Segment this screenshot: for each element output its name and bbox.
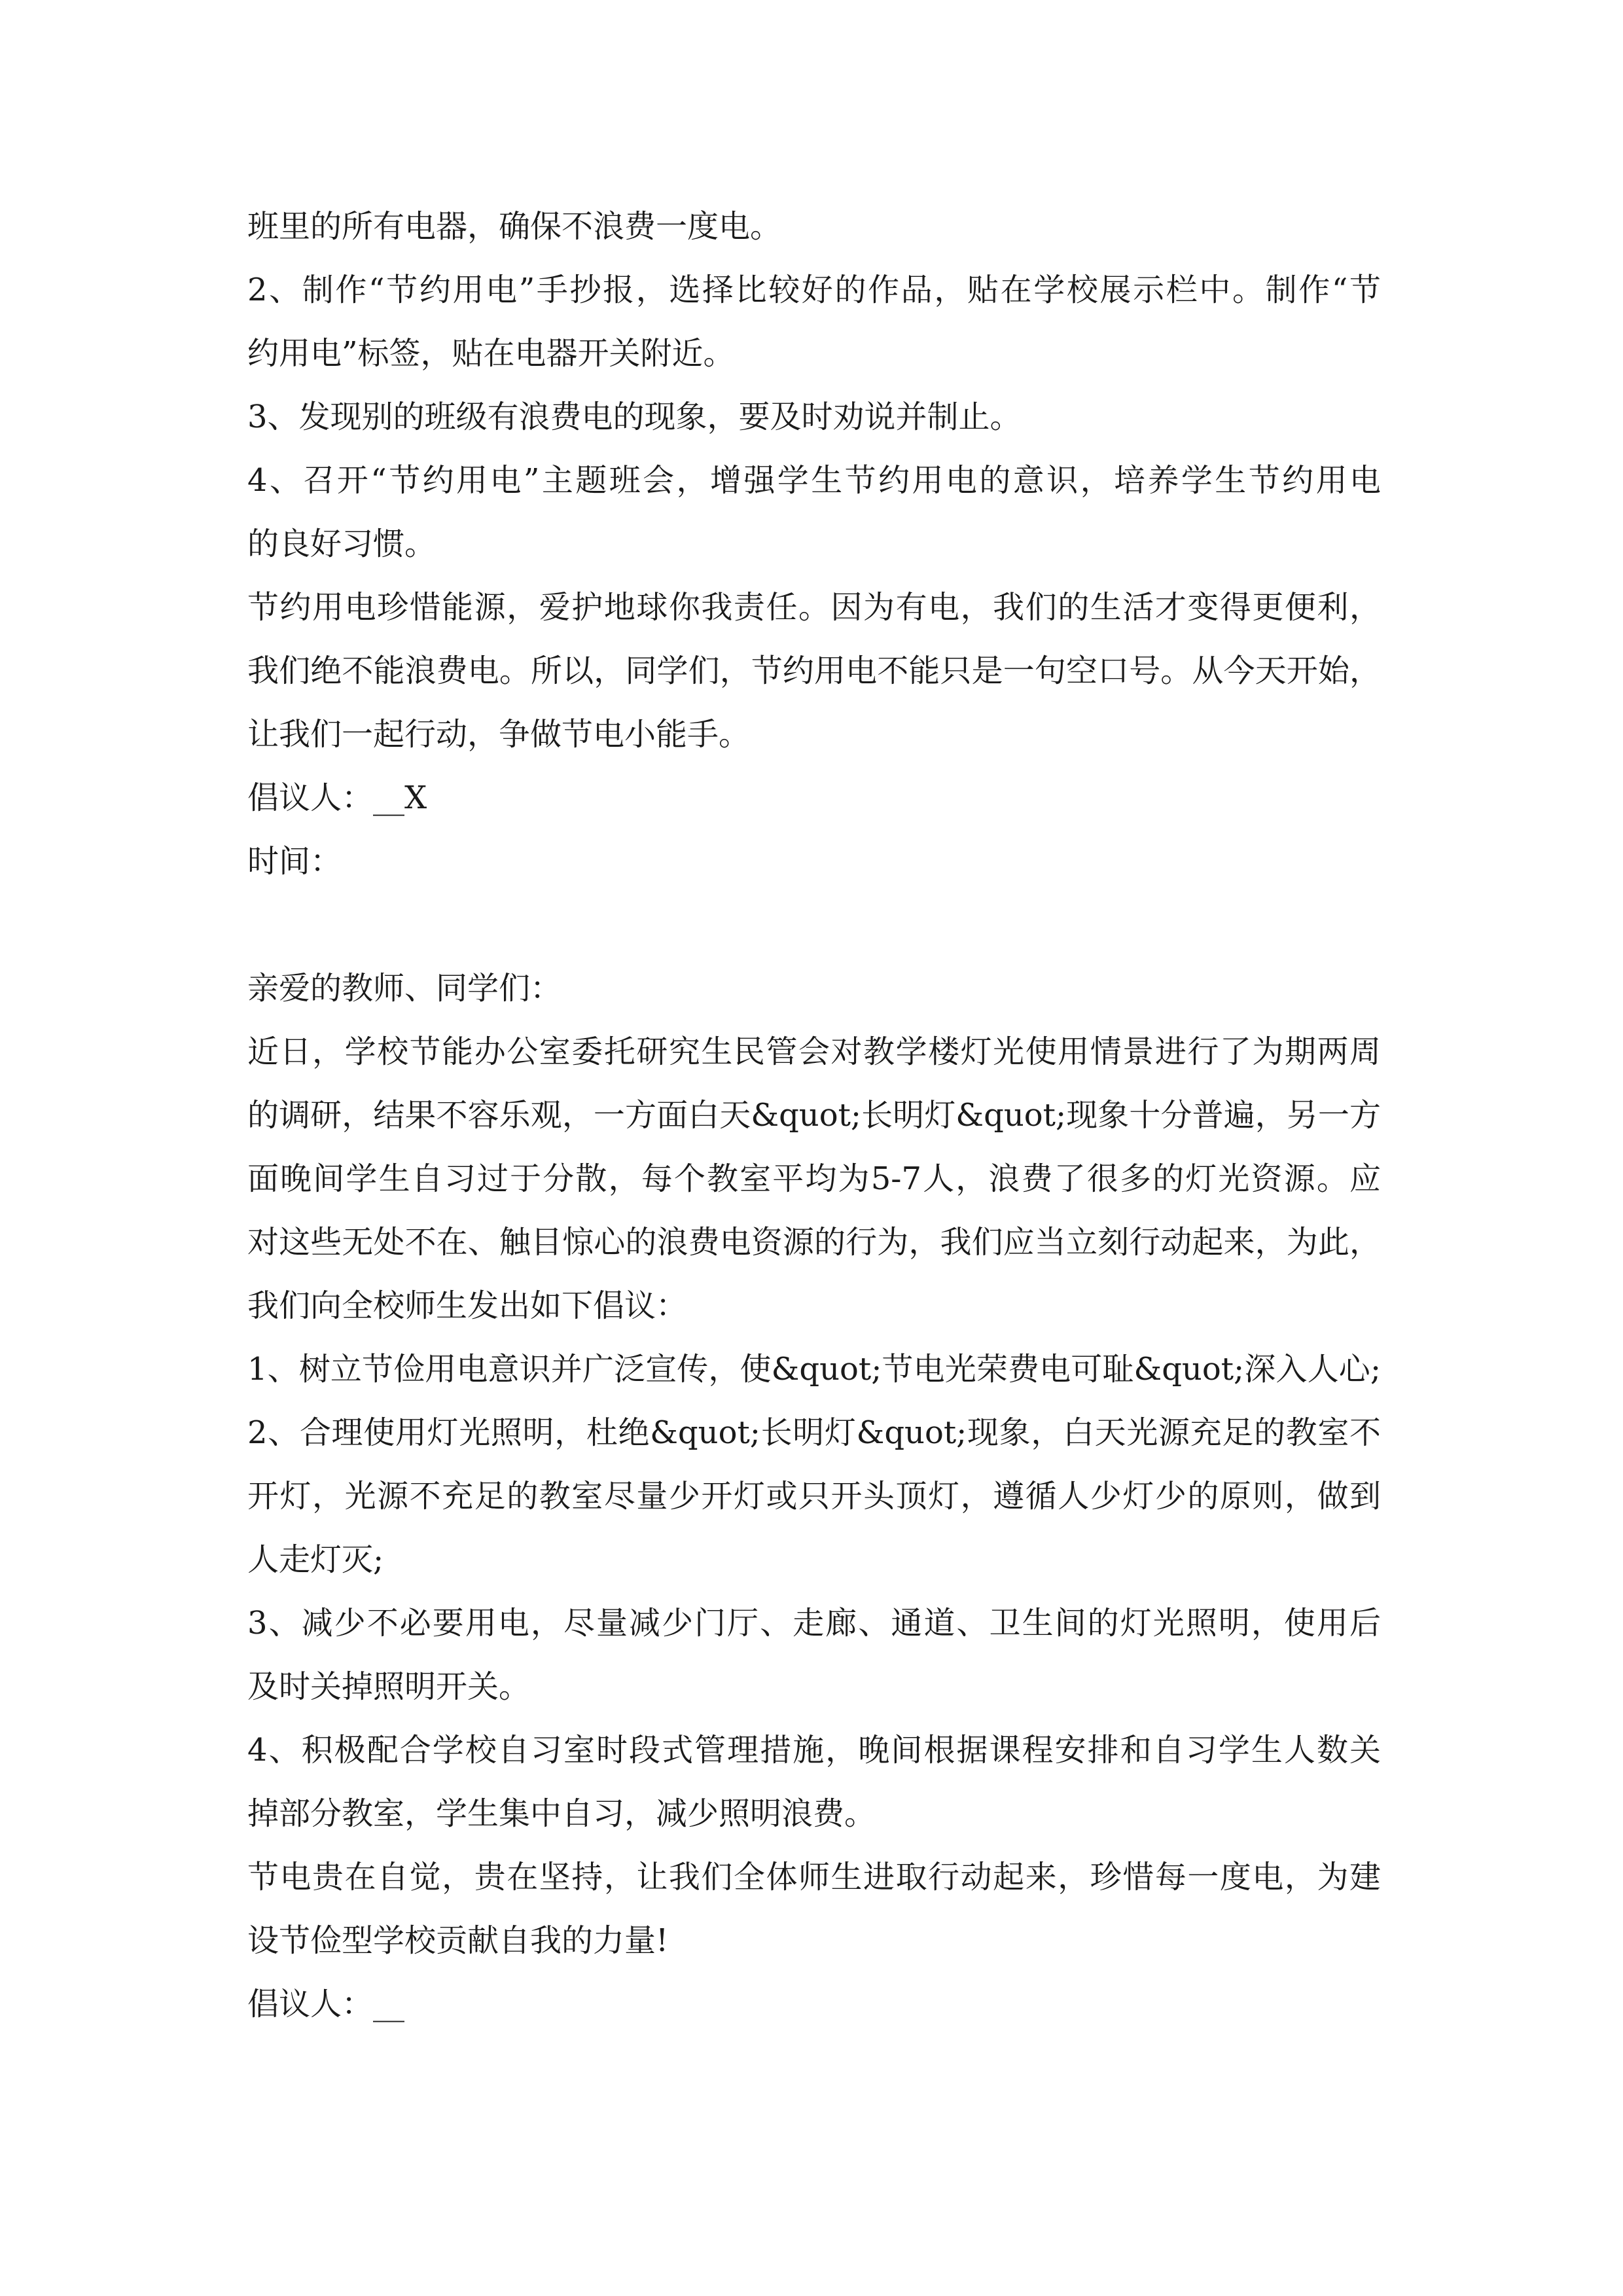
body-line: 开灯，光源不充足的教室尽量少开灯或只开头顶灯，遵循人少灯少的原则，做到 — [247, 1478, 1381, 1515]
section-gap — [247, 893, 1381, 957]
body-line: 3、发现别的班级有浪费电的现象，要及时劝说并制止。 — [247, 399, 1022, 435]
body-line: 节电贵在自觉，贵在坚持，让我们全体师生进取行动起来，珍惜每一度电，为建 — [247, 1859, 1381, 1895]
body-line: 4、召开“节约用电”主题班会，增强学生节约用电的意识，培养学生节约用电 — [247, 462, 1381, 499]
body-line: 节约用电珍惜能源，爱护地球你我责任。因为有电，我们的生活才变得更便利， — [247, 589, 1381, 626]
body-line: 设节俭型学校贡献自我的力量! — [247, 1922, 669, 1959]
list-item: 3、减少不必要用电，尽量减少门厅、走廊、通道、卫生间的灯光照明，使用后 — [247, 1605, 1381, 1641]
date-line: 时间： — [247, 843, 342, 880]
signature-line: 倡议人：__X — [247, 780, 427, 816]
body-line: 我们向全校师生发出如下倡议： — [247, 1287, 688, 1324]
body-line: 班里的所有电器，确保不浪费一度电。 — [247, 208, 782, 245]
list-item: 4、积极配合学校自习室时段式管理措施，晚间根据课程安排和自习学生人数关 — [247, 1732, 1381, 1768]
body-line: 掉部分教室，学生集中自习，减少照明浪费。 — [247, 1795, 876, 1832]
body-line: 的良好习惯。 — [247, 526, 437, 562]
body-line: 我们绝不能浪费电。所以，同学们，节约用电不能只是一句空口号。从今天开始， — [247, 653, 1381, 689]
document-body — [247, 195, 1381, 2036]
body-line: 2、制作“节约用电”手抄报，选择比较好的作品，贴在学校展示栏中。制作“节 — [247, 272, 1381, 308]
body-line: 面晚间学生自习过于分散，每个教室平均为5-7人，浪费了很多的灯光资源。应 — [247, 1160, 1381, 1197]
list-item: 2、合理使用灯光照明，杜绝&quot;长明灯&quot;现象，白天光源充足的教室不 — [247, 1414, 1381, 1451]
body-line: 近日，学校节能办公室委托研究生民管会对教学楼灯光使用情景进行了为期两周 — [247, 1033, 1381, 1070]
body-line: 人走灯灭; — [247, 1541, 384, 1578]
body-line: 让我们一起行动，争做节电小能手。 — [247, 716, 751, 753]
body-line: 约用电”标签，贴在电器开关附近。 — [247, 335, 735, 372]
body-line: 对这些无处不在、触目惊心的浪费电资源的行为，我们应当立刻行动起来，为此， — [247, 1224, 1381, 1261]
list-item: 1、树立节俭用电意识并广泛宣传，使&quot;节电光荣费电可耻&quot;深入人心; — [247, 1351, 1381, 1388]
body-line: 及时关掉照明开关。 — [247, 1668, 531, 1705]
salutation: 亲爱的教师、同学们： — [247, 970, 562, 1007]
signature-line: 倡议人：__ — [247, 1986, 405, 2022]
body-line: 的调研，结果不容乐观，一方面白天&quot;长明灯&quot;现象十分普遍，另一方 — [247, 1097, 1381, 1134]
